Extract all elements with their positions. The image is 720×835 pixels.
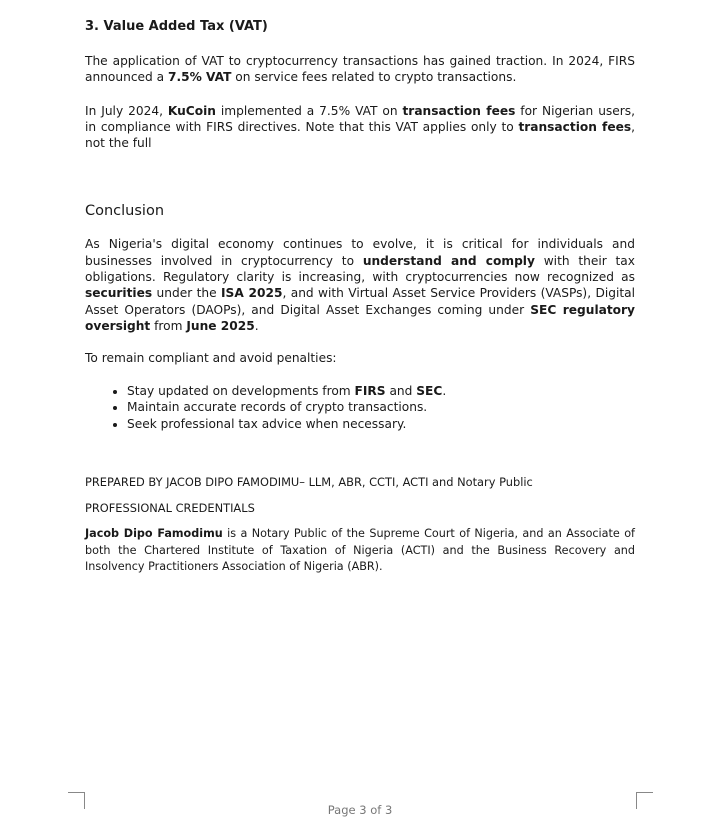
- text-run: In July 2024,: [85, 103, 168, 118]
- text-run: The application of VAT to cryptocurrency transactions has gained traction. In 2024, FIRS announced a: [85, 54, 635, 85]
- conclusion-heading: Conclusion: [85, 203, 165, 220]
- bold-text: FIRS: [354, 383, 386, 398]
- text-run: and: [385, 383, 417, 398]
- text-run: implemented a 7.5% VAT on: [215, 103, 403, 118]
- text-run: Stay updated on developments from: [127, 383, 355, 398]
- author-name: Jacob Dipo Famodimu: [85, 527, 223, 541]
- page-number-footer: Page 3 of 3: [327, 803, 393, 817]
- bold-text: SEC: [416, 383, 443, 398]
- conclusion-paragraph-1: [85, 236, 635, 334]
- text-run: from: [150, 318, 187, 333]
- compliance-list: [85, 383, 635, 433]
- vat-paragraph-2: [85, 103, 635, 152]
- credentials-heading: PROFESSIONAL CREDENTIALS: [85, 501, 255, 516]
- bold-text: KuCoin: [167, 103, 216, 118]
- prepared-by-line: PREPARED BY JACOB DIPO FAMODIMU– LLM, ABR, CCTI, ACTI and Notary Public: [85, 475, 533, 490]
- text-run: , and with Virtual Asset Service Providers (VASPs), Digital Asset Operators (DAOPs), and Digital Asset Exchanges coming under: [85, 286, 635, 317]
- author-bio-text: is a Notary Public of the Supreme Court of Nigeria, and an Associate of both the Chartered Institute of Taxation of Nigeria (ACTI) and the Business Recovery and Insolvency Practitioners Association of Nigeria (ABR).: [85, 527, 635, 574]
- text-run: for Nigerian users, in compliance with FIRS directives. Note that this VAT applies only to: [85, 103, 636, 134]
- bold-text: securities: [85, 286, 153, 301]
- text-run: , not the full: [85, 119, 635, 151]
- text-run: .: [442, 383, 447, 398]
- page-content: [85, 18, 635, 576]
- bold-text: understand and comply: [362, 253, 535, 268]
- list-item: [127, 416, 635, 433]
- bold-text: ISA 2025: [221, 286, 283, 301]
- bold-text: SEC regulatory oversight: [85, 302, 635, 333]
- conclusion-paragraph-2: To remain compliant and avoid penalties:: [85, 351, 337, 366]
- author-bio: [85, 526, 635, 576]
- bold-text: transaction fees: [518, 119, 632, 134]
- bold-text: June 2025: [186, 318, 255, 333]
- text-run: under the: [152, 286, 222, 301]
- text-run: Maintain accurate records of crypto transactions.: [127, 400, 428, 415]
- bold-text: transaction fees: [402, 103, 516, 118]
- text-run: on service fees related to crypto transactions.: [231, 70, 517, 85]
- text-run: Seek professional tax advice when necessary.: [127, 416, 407, 431]
- text-run: As Nigeria's digital economy continues to evolve, it is critical for individuals and businesses involved in cryptocurrency to: [85, 237, 635, 268]
- text-run: .: [254, 318, 259, 333]
- vat-heading: 3. Value Added Tax (VAT): [85, 19, 268, 34]
- vat-paragraph-1: [85, 53, 635, 86]
- text-run: with their tax obligations. Regulatory clarity is increasing, with cryptocurrencies now recognized as: [85, 253, 635, 285]
- list-item: [127, 383, 635, 400]
- bold-text: 7.5% VAT: [167, 70, 232, 85]
- list-item: [127, 399, 635, 416]
